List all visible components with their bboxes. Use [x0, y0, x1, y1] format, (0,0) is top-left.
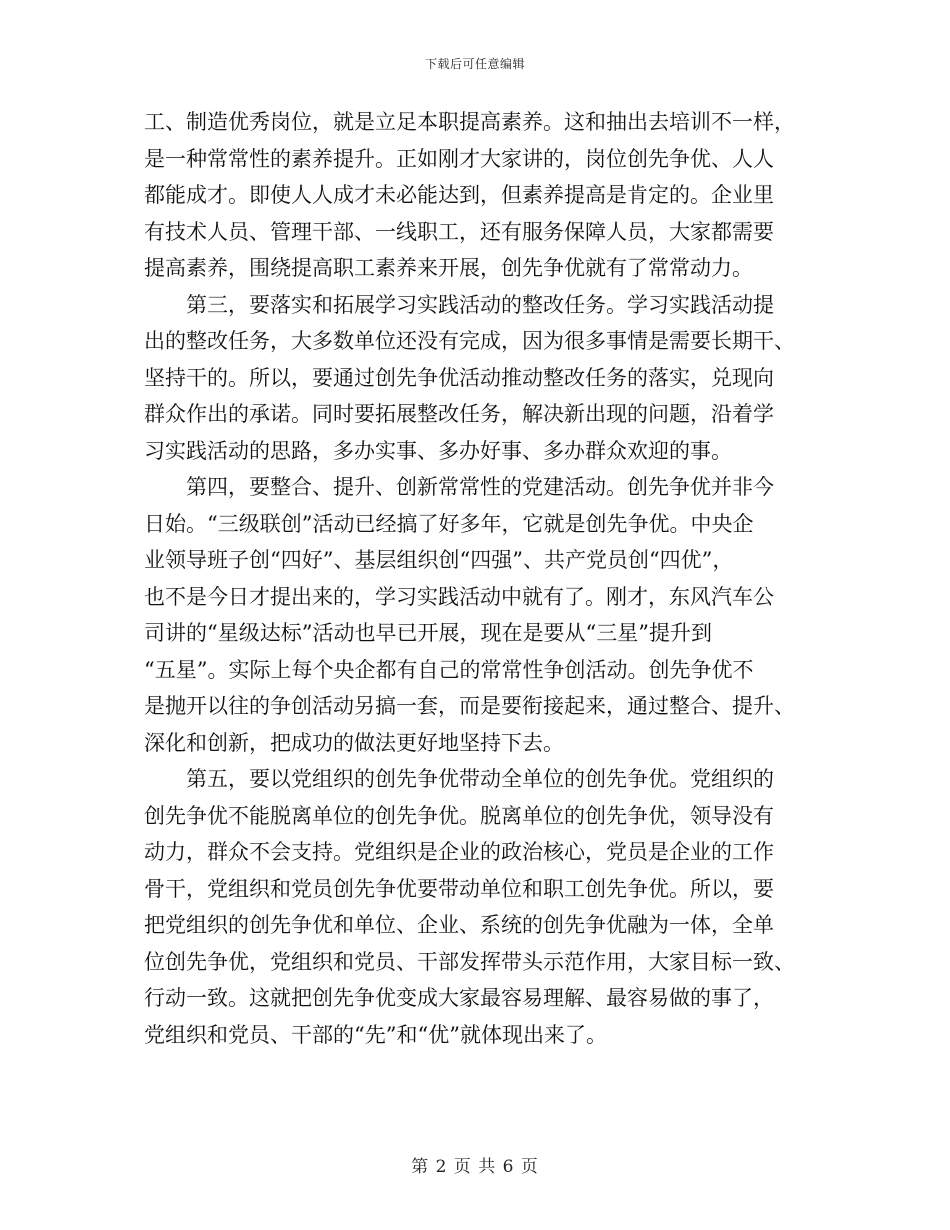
text-line: 把党组织的创先争优和单位、企业、系统的创先争优融为一体，全单: [144, 913, 774, 937]
text-line: 动力，群众不会支持。党组织是企业的政治核心，党员是企业的工作: [144, 840, 774, 864]
text-line: 业领导班子创“四好”、基层组织创“四强”、共产党员创“四优”，: [144, 548, 734, 572]
text-line: 深化和创新，把成功的做法更好地坚持下去。: [144, 730, 564, 755]
text-line: 是一种常常性的素养提升。正如刚才大家讲的，岗位创先争优、人人: [144, 146, 774, 171]
text-line: 都能成才。即使人人成才未必能达到，但素养提高是肯定的。企业里: [144, 183, 774, 207]
text-line: 习实践活动的思路，多办实事、多办好事、多办群众欢迎的事。: [144, 438, 732, 463]
text-line: 第三，要落实和拓展学习实践活动的整改任务。学习实践活动提: [144, 292, 774, 317]
text-line: 有技术人员、管理干部、一线职工，还有服务保障人员，大家都需要: [144, 219, 774, 244]
text-line: 位创先争优，党组织和党员、干部发挥带头示范作用，大家目标一致、: [144, 949, 795, 974]
text-line: 创先争优不能脱离单位的创先争优。脱离单位的创先争优，领导没有: [144, 803, 774, 828]
text-line: 工、制造优秀岗位，就是立足本职提高素养。这和抽出去培训不一样，: [144, 110, 795, 134]
text-line: 司讲的“星级达标”活动也早已开展，现在是要从“三星”提升到: [144, 621, 712, 645]
text-line: 是抛开以往的争创活动另搞一套，而是要衔接起来，通过整合、提升、: [144, 694, 795, 718]
page-header: 下载后可任意编辑: [424, 57, 525, 71]
text-line: 第四，要整合、提升、创新常常性的党建活动。创先争优并非今: [144, 475, 774, 499]
text-line: 骨干，党组织和党员创先争优要带动单位和职工创先争优。所以，要: [144, 876, 774, 901]
text-line: 党组织和党员、干部的“先”和“优”就体现出来了。: [144, 1022, 607, 1047]
page-footer: 第 2 页 共 6 页: [411, 1157, 539, 1177]
text-line: 坚持干的。所以，要通过创先争优活动推动整改任务的落实，兑现向: [144, 365, 774, 390]
text-line: 群众作出的承诺。同时要拓展整改任务，解决新出现的问题，沿着学: [144, 402, 774, 426]
text-line: 提高素养，围绕提高职工素养来开展，创先争优就有了常常动力。: [144, 256, 753, 280]
text-line: 日始。“三级联创”活动已经搞了好多年，它就是创先争优。中央企: [144, 511, 754, 536]
body-text: [144, 104, 808, 1053]
text-line: “五星”。实际上每个央企都有自己的常常性争创活动。创先争优不: [144, 657, 754, 682]
text-line: 第五，要以党组织的创先争优带动全单位的创先争优。党组织的: [144, 767, 774, 791]
text-line: 也不是今日才提出来的，学习实践活动中就有了。刚才，东风汽车公: [144, 584, 774, 609]
text-line: 行动一致。这就把创先争优变成大家最容易理解、最容易做的事了，: [144, 986, 774, 1010]
text-line: 出的整改任务，大多数单位还没有完成，因为很多事情是需要长期干、: [144, 329, 795, 353]
